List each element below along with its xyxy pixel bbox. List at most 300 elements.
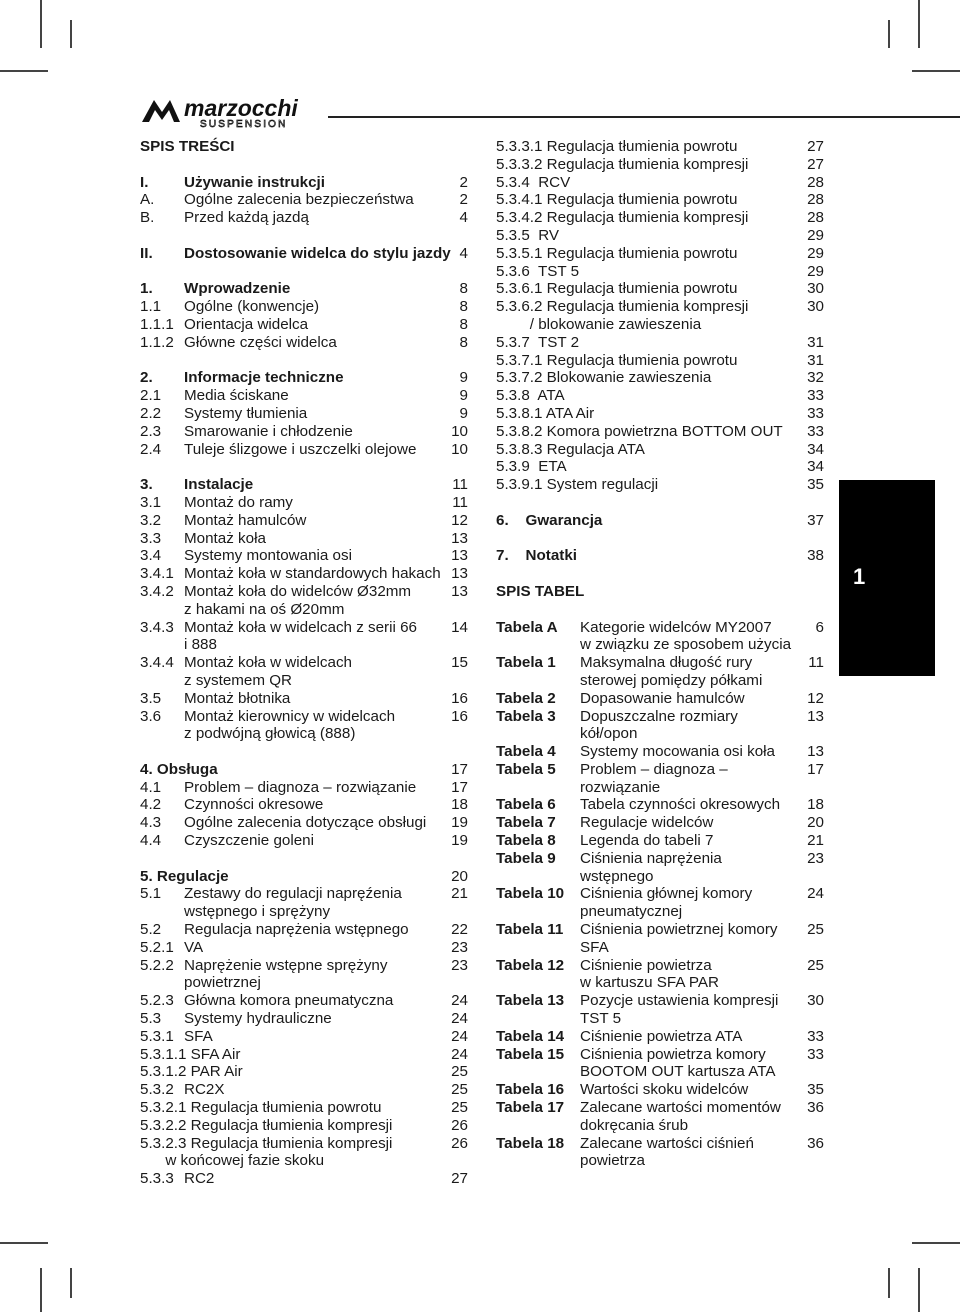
toc-entry-label: 5.3.2.1 Regulacja tłumienia powrotu (140, 1099, 382, 1117)
table-list-description-line: w kartuszu SFA PAR (580, 974, 719, 992)
spacer (140, 352, 472, 370)
toc-entry-number: 2.2 (140, 404, 162, 422)
table-list-page: 21 (807, 832, 824, 850)
table-list-description-line: BOOTOM OUT kartusza ATA (580, 1063, 776, 1081)
table-list-entry[interactable] (496, 1135, 828, 1171)
toc-entry-label: Główne części widelca (184, 333, 337, 351)
toc-entry[interactable] (140, 1081, 472, 1099)
toc-entry-label: Ogólne zalecenia bezpieczeństwa (184, 191, 414, 209)
toc-entry-page: 37 (807, 511, 824, 529)
table-list-page: 11 (808, 654, 824, 672)
toc-entry[interactable] (140, 601, 472, 619)
toc-entry[interactable] (140, 441, 472, 459)
heading-text: SPIS TABEL (496, 582, 585, 600)
table-list-number: Tabela 1 (496, 654, 556, 672)
toc-entry-number: 4.2 (140, 796, 162, 814)
toc-entry[interactable] (140, 316, 472, 334)
brand-name: marzocchi (184, 95, 298, 121)
toc-entry-page: 35 (807, 476, 824, 494)
toc-entry-page: 13 (451, 565, 468, 583)
toc-entry-page: 28 (807, 209, 824, 227)
toc-entry-page: 4 (459, 209, 468, 227)
toc-entry-page: 27 (451, 1170, 468, 1188)
toc-entry[interactable] (140, 814, 472, 832)
table-list-page: 24 (807, 885, 824, 903)
toc-entry[interactable] (140, 796, 472, 814)
table-list-description (580, 1135, 802, 1171)
table-list-description (580, 992, 802, 1028)
table-list-number: Tabela 2 (496, 689, 556, 707)
toc-entry-number: 5.3 (140, 1010, 162, 1028)
toc-entry-page: 25 (451, 1099, 468, 1117)
toc-entry-label: SFA (184, 1027, 213, 1045)
toc-entry-page: 24 (451, 992, 468, 1010)
toc-entry-page: 10 (451, 440, 468, 458)
table-list-description (580, 1081, 802, 1099)
toc-entry-label: 5.3.6.1 Regulacja tłumienia powrotu (496, 280, 738, 298)
toc-entry[interactable] (140, 280, 472, 298)
table-list-entry[interactable] (496, 1028, 828, 1046)
table-list-page: 25 (807, 921, 824, 939)
table-list-entry[interactable] (496, 850, 828, 886)
toc-entry-label: 5.3.2.2 Regulacja tłumienia kompresji (140, 1116, 393, 1134)
toc-entry-page: 28 (807, 173, 824, 191)
spacer (140, 227, 472, 245)
table-list-entry[interactable] (496, 814, 828, 832)
toc-entry[interactable] (140, 992, 472, 1010)
table-list-page: 30 (807, 992, 824, 1010)
table-list-description-line: rozwiązanie (580, 778, 661, 796)
toc-entry[interactable] (140, 191, 472, 209)
table-list-description-line: powietrza (580, 1152, 645, 1170)
crop-mark (0, 1242, 48, 1244)
table-list-entry[interactable] (496, 1081, 828, 1099)
toc-entry[interactable] (140, 583, 472, 601)
spacer (140, 743, 472, 761)
toc-entry-label: w końcowej fazie skoku (140, 1152, 325, 1170)
toc-entry-number: 5.1 (140, 885, 162, 903)
toc-entry-page: 4 (459, 244, 468, 262)
toc-entry[interactable] (496, 441, 828, 459)
table-list-entry[interactable] (496, 1046, 828, 1082)
toc-entry-page: 29 (807, 226, 824, 244)
table-list-description (580, 1046, 802, 1082)
toc-entry-label: 5.3.1.2 PAR Air (140, 1063, 243, 1081)
table-list-entry[interactable] (496, 743, 828, 761)
toc-entry-page: 20 (451, 867, 468, 885)
table-list-number: Tabela 10 (496, 885, 565, 903)
table-list-page: 13 (807, 743, 824, 761)
toc-entry[interactable] (496, 476, 828, 494)
toc-entry[interactable] (140, 1117, 472, 1135)
table-list-page: 12 (807, 689, 824, 707)
toc-entry[interactable] (140, 939, 472, 957)
toc-entry-page: 8 (459, 333, 468, 351)
toc-entry[interactable] (496, 369, 828, 387)
toc-entry-page: 22 (451, 921, 468, 939)
toc-entry[interactable] (496, 334, 828, 352)
table-list-description (580, 850, 802, 886)
toc-entry-page: 13 (451, 529, 468, 547)
toc-entry-page: 10 (451, 422, 468, 440)
toc-entry-page: 25 (451, 1063, 468, 1081)
toc-entry-label: 5.3.8.3 Regulacja ATA (496, 440, 645, 458)
toc-entry[interactable] (140, 761, 472, 779)
table-list-entry[interactable] (496, 832, 828, 850)
section-heading (496, 583, 828, 601)
toc-entry-number: 5.3.3 (140, 1170, 174, 1188)
toc-entry[interactable] (140, 636, 472, 654)
toc-entry-number: 2.1 (140, 387, 162, 405)
toc-entry-number: 3.4 (140, 547, 162, 565)
table-list-number: Tabela 14 (496, 1027, 565, 1045)
toc-entry-label: Regulacja naprężenia wstępnego (184, 921, 409, 939)
toc-entry[interactable] (140, 423, 472, 441)
toc-entry[interactable] (496, 387, 828, 405)
table-list-entry[interactable] (496, 957, 828, 993)
table-list-page: 17 (807, 760, 824, 778)
toc-entry-number: 5.2.1 (140, 938, 174, 956)
toc-entry[interactable] (140, 476, 472, 494)
table-list-description-line: kół/opon (580, 725, 638, 743)
toc-entry-label: 4. Obsługa (140, 760, 218, 778)
crop-mark (888, 1268, 890, 1298)
toc-entry[interactable] (140, 921, 472, 939)
toc-entry[interactable] (140, 708, 472, 726)
spacer (140, 156, 472, 174)
toc-entry-label: Wprowadzenie (184, 280, 291, 298)
toc-entry[interactable] (140, 405, 472, 423)
toc-entry-page: 16 (451, 689, 468, 707)
toc-entry-page: 15 (451, 654, 468, 672)
table-list-description (580, 885, 802, 921)
spacer (140, 263, 472, 281)
toc-entry[interactable] (140, 868, 472, 886)
toc-entry-page: 19 (451, 832, 468, 850)
toc-entry-number: 3. (140, 476, 153, 494)
table-list-number: Tabela 9 (496, 849, 556, 867)
table-list-page: 23 (807, 849, 824, 867)
crop-mark (0, 70, 48, 72)
table-list-number: Tabela 8 (496, 832, 556, 850)
toc-entry-page: 23 (451, 938, 468, 956)
toc-entry-label: 5.3.7 TST 2 (496, 333, 580, 351)
toc-entry[interactable] (140, 387, 472, 405)
toc-entry-number: 3.4.4 (140, 654, 174, 672)
table-list-entry[interactable] (496, 796, 828, 814)
toc-entry[interactable] (140, 1170, 472, 1188)
toc-entry-number: 5.2.2 (140, 956, 174, 974)
toc-entry-page: 29 (807, 244, 824, 262)
toc-entry-label: 5.3.6.2 Regulacja tłumienia kompresji (496, 298, 749, 316)
toc-entry-page: 34 (807, 458, 824, 476)
toc-entry-page: 13 (451, 547, 468, 565)
toc-entry[interactable] (140, 1099, 472, 1117)
toc-entry-label: Media ściskane (184, 387, 289, 405)
toc-entry-label: Naprężenie wstępne sprężyny (184, 956, 388, 974)
table-list-description-line: Dopuszczalne rozmiary (580, 707, 738, 725)
toc-entry-label: 5.3.8.2 Komora powietrzna BOTTOM OUT (496, 422, 783, 440)
toc-entry[interactable] (496, 547, 828, 565)
toc-entry-label: 5.3.3.2 Regulacja tłumienia kompresji (496, 155, 749, 173)
toc-entry-page: 17 (451, 760, 468, 778)
toc-entry-label: Czyszczenie goleni (184, 832, 314, 850)
table-list-description-line: pneumatycznej (580, 903, 683, 921)
toc-entry-label: Używanie instrukcji (184, 173, 325, 191)
toc-entry[interactable] (496, 316, 828, 334)
table-list-number: Tabela 18 (496, 1134, 565, 1152)
table-list-entry[interactable] (496, 654, 828, 690)
toc-entry-number: 3.4.1 (140, 565, 174, 583)
toc-entry-number: 3.2 (140, 511, 162, 529)
toc-entry-label: 5.3.8.1 ATA Air (496, 404, 595, 422)
toc-entry[interactable] (140, 1028, 472, 1046)
toc-entry-page: 30 (807, 280, 824, 298)
toc-entry-page: 19 (451, 814, 468, 832)
toc-entry[interactable] (140, 1046, 472, 1064)
toc-entry-label: 5.3.2.3 Regulacja tłumienia kompresji (140, 1134, 393, 1152)
table-list-number: Tabela 6 (496, 796, 556, 814)
toc-entry-label: 5.3.4 RCV (496, 173, 571, 191)
section-tab-number: 1 (853, 564, 866, 589)
toc-entry-label: Główna komora pneumatyczna (184, 992, 394, 1010)
crop-mark (918, 0, 920, 48)
table-list-number: Tabela 7 (496, 814, 556, 832)
toc-entry[interactable] (496, 245, 828, 263)
toc-entry-number: 3.6 (140, 707, 162, 725)
table-list-description (580, 921, 802, 957)
toc-entry-number: 5.2 (140, 921, 162, 939)
toc-entry-page: 29 (807, 262, 824, 280)
toc-entry-page: 16 (451, 707, 468, 725)
toc-entry-page: 32 (807, 369, 824, 387)
toc-entry-label: 5.3.5.1 Regulacja tłumienia powrotu (496, 244, 738, 262)
toc-entry[interactable] (140, 174, 472, 192)
toc-entry-number: 3.5 (140, 689, 162, 707)
toc-entry-label: 5.3.4.1 Regulacja tłumienia powrotu (496, 191, 738, 209)
toc-entry[interactable] (140, 565, 472, 583)
toc-entry-page: 17 (451, 778, 468, 796)
table-list-number: Tabela 12 (496, 956, 565, 974)
toc-entry[interactable] (496, 423, 828, 441)
toc-entry[interactable] (140, 974, 472, 992)
table-list-description-line: Wartości skoku widelców (580, 1081, 749, 1099)
toc-entry-page: 23 (451, 956, 468, 974)
table-list-description-line: Ciśnienia głównej komory (580, 885, 753, 903)
toc-entry-page: 31 (807, 333, 824, 351)
toc-entry-label: 5.3.3.1 Regulacja tłumienia powrotu (496, 138, 738, 155)
toc-entry-label: Montaż koła w standardowych hakach (184, 565, 441, 583)
table-list-number: Tabela 17 (496, 1099, 565, 1117)
toc-entry[interactable] (140, 725, 472, 743)
toc-entry-label: 5.3.6 TST 5 (496, 262, 580, 280)
table-list-entry[interactable] (496, 619, 828, 655)
toc-entry-label: Ogólne (konwencje) (184, 298, 320, 316)
toc-entry[interactable] (496, 191, 828, 209)
toc-entry-number: 5.3.1 (140, 1027, 174, 1045)
toc-entry[interactable] (140, 672, 472, 690)
toc-entry-label: 5.3.8 ATA (496, 387, 565, 405)
toc-entry-page: 28 (807, 191, 824, 209)
toc-entry[interactable] (140, 619, 472, 637)
toc-entry-page: 27 (807, 138, 824, 155)
toc-entry[interactable] (140, 298, 472, 316)
table-list-number: Tabela 11 (496, 921, 564, 939)
table-list-description-line: Ciśnienia naprężenia (580, 849, 722, 867)
toc-entry-label: 5.3.7.1 Regulacja tłumienia powrotu (496, 351, 738, 369)
table-list-description-line: Tabela czynności okresowych (580, 796, 781, 814)
toc-entry-label: Systemy montowania osi (184, 547, 352, 565)
toc-entry-label: Montaż koła do widelców Ø32mm (184, 582, 412, 600)
table-list-page: 33 (807, 1045, 824, 1063)
toc-entry[interactable] (496, 227, 828, 245)
toc-entry-label: Montaż kierownicy w widelcach (184, 707, 396, 725)
toc-entry-label: 5.3.7.2 Blokowanie zawieszenia (496, 369, 712, 387)
toc-entry-label: RC2 (184, 1170, 215, 1188)
table-list-number: Tabela 16 (496, 1081, 565, 1099)
heading-text: SPIS TREŚCI (140, 138, 235, 155)
toc-entry-label: 5.3.5 RV (496, 226, 560, 244)
toc-entry-label: z podwójną głowicą (888) (184, 725, 356, 743)
toc-entry-page: 12 (451, 511, 468, 529)
crop-mark (70, 20, 72, 48)
toc-entry[interactable] (140, 494, 472, 512)
toc-entry-number: I. (140, 173, 149, 191)
toc-entry-page: 33 (807, 404, 824, 422)
toc-entry[interactable] (140, 1063, 472, 1081)
toc-entry-label: Zestawy do regulacji napręźenia (184, 885, 402, 903)
toc-entry[interactable] (140, 1010, 472, 1028)
table-list-description (580, 654, 802, 690)
toc-entry-label: VA (184, 938, 204, 956)
toc-entry-label: Problem – diagnoza – rozwiązanie (184, 778, 417, 796)
toc-entry[interactable] (140, 334, 472, 352)
section-tab (839, 480, 935, 676)
toc-entry-label: z hakami na oś Ø20mm (184, 600, 345, 618)
table-list-entry[interactable] (496, 921, 828, 957)
table-list-page: 33 (807, 1027, 824, 1045)
toc-entry-number: 2. (140, 369, 153, 387)
table-list-entry[interactable] (496, 1099, 828, 1135)
spacer (496, 601, 828, 619)
toc-entry[interactable] (140, 530, 472, 548)
spacer (496, 565, 828, 583)
toc-right-column (496, 138, 828, 1170)
toc-entry[interactable] (140, 209, 472, 227)
toc-entry[interactable] (496, 458, 828, 476)
toc-entry-label: wstępnego i sprężyny (184, 903, 331, 921)
table-list-page: 18 (807, 796, 824, 814)
toc-entry-page: 13 (451, 582, 468, 600)
toc-entry[interactable] (140, 1152, 472, 1170)
toc-entry-page: 18 (451, 796, 468, 814)
crop-mark (70, 1268, 72, 1298)
table-list-description-line: Ciśnienie powietrza (580, 956, 712, 974)
toc-entry-label: 5.3.1.1 SFA Air (140, 1045, 241, 1063)
toc-entry-label: 5.3.9.1 System regulacji (496, 476, 659, 494)
toc-entry[interactable] (140, 779, 472, 797)
toc-entry[interactable] (140, 512, 472, 530)
table-list-description-line: w związku ze sposobem użycia (580, 636, 792, 654)
toc-entry-label: Systemy tłumienia (184, 404, 308, 422)
toc-entry[interactable] (496, 352, 828, 370)
toc-entry[interactable] (140, 1135, 472, 1153)
table-list-entry[interactable] (496, 761, 828, 797)
toc-entry[interactable] (496, 156, 828, 174)
toc-entry[interactable] (140, 654, 472, 672)
table-list-description (580, 1028, 802, 1046)
toc-entry-page: 14 (451, 618, 468, 636)
toc-entry[interactable] (496, 174, 828, 192)
table-list-description (580, 796, 802, 814)
table-list-description-line: Ciśnienie powietrza ATA (580, 1027, 743, 1045)
toc-entry[interactable] (496, 405, 828, 423)
toc-entry[interactable] (496, 280, 828, 298)
toc-entry[interactable] (496, 512, 828, 530)
toc-entry-page: 33 (807, 387, 824, 405)
toc-entry-label: powietrznej (184, 974, 261, 992)
toc-entry[interactable] (140, 903, 472, 921)
toc-entry[interactable] (140, 832, 472, 850)
table-list-description (580, 1099, 802, 1135)
table-list-description-line: Ciśnienia powietrza komory (580, 1045, 766, 1063)
toc-entry[interactable] (496, 263, 828, 281)
marzocchi-logo-icon (140, 92, 320, 132)
table-list-entry[interactable] (496, 708, 828, 744)
toc-entry-number: 3.4.2 (140, 582, 174, 600)
table-list-description-line: dokręcania śrub (580, 1116, 689, 1134)
toc-entry-page: 2 (459, 191, 468, 209)
toc-entry[interactable] (140, 369, 472, 387)
table-list-number: Tabela 13 (496, 992, 565, 1010)
table-list-page: 25 (807, 956, 824, 974)
table-list-description (580, 743, 802, 761)
toc-entry-page: 33 (807, 422, 824, 440)
table-list-entry[interactable] (496, 885, 828, 921)
toc-entry-number: 3.3 (140, 529, 162, 547)
toc-entry[interactable] (496, 138, 828, 156)
toc-entry[interactable] (140, 885, 472, 903)
table-list-entry[interactable] (496, 690, 828, 708)
table-list-description-line: Legenda do tabeli 7 (580, 832, 714, 850)
toc-entry-number: 4.1 (140, 778, 162, 796)
table-list-page: 13 (807, 707, 824, 725)
table-list-description-line: Pozycje ustawienia kompresji (580, 992, 779, 1010)
toc-entry-label: Dostosowanie widelca do stylu jazdy (184, 244, 451, 262)
toc-entry-page: 9 (459, 404, 468, 422)
section-heading (140, 138, 472, 156)
header-rule (328, 116, 960, 118)
toc-entry[interactable] (140, 957, 472, 975)
toc-entry-number: 5.2.3 (140, 992, 174, 1010)
toc-entry[interactable] (140, 245, 472, 263)
toc-entry-page: 9 (459, 387, 468, 405)
toc-entry[interactable] (496, 298, 828, 316)
toc-entry-number: 1. (140, 280, 153, 298)
toc-entry[interactable] (140, 690, 472, 708)
table-list-description-line: Zalecane wartości ciśnień (580, 1134, 754, 1152)
toc-entry[interactable] (496, 209, 828, 227)
toc-entry[interactable] (140, 547, 472, 565)
table-list-entry[interactable] (496, 992, 828, 1028)
toc-entry-page: 27 (807, 155, 824, 173)
table-list-number: Tabela 4 (496, 743, 556, 761)
table-list-description (580, 814, 802, 832)
table-list-number: Tabela 15 (496, 1045, 565, 1063)
toc-entry-page: 8 (459, 315, 468, 333)
crop-mark (888, 20, 890, 48)
table-list-description-line: wstępnego (580, 867, 654, 885)
